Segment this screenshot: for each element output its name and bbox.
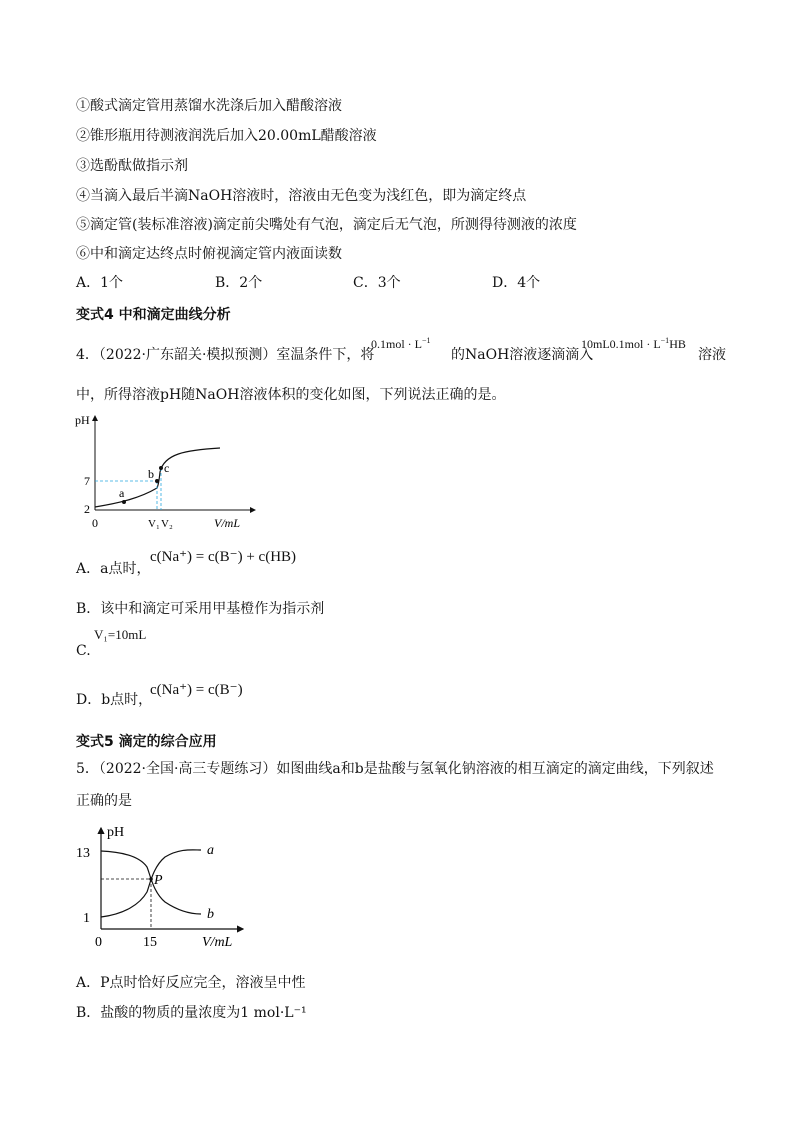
- label-curve-b: b: [207, 907, 214, 922]
- origin-label: 0: [95, 935, 102, 950]
- q5-option-a: A．P点时恰好反应完全，溶液呈中性: [76, 975, 306, 991]
- statement-1: ①酸式滴定管用蒸馏水洗涤后加入醋酸溶液: [76, 98, 342, 114]
- q4-option-b: B．该中和滴定可采用甲基橙作为指示剂: [76, 601, 325, 617]
- variant5-title: 变式5 滴定的综合应用: [76, 734, 217, 750]
- q5-titration-chart: [75, 822, 275, 952]
- point-b: [155, 479, 159, 483]
- x-tick-v2: V₂: [161, 518, 173, 530]
- x-tick-15: 15: [143, 935, 157, 950]
- label-p: P: [154, 873, 163, 888]
- ph-curve: [95, 448, 220, 507]
- q4-mid: 的NaOH溶液逐滴滴入: [451, 347, 594, 363]
- q4-option-a-formula: c(Na⁺) = c(B⁻) + c(HB): [150, 549, 297, 565]
- q4-titration-chart: [70, 410, 270, 540]
- y-tick-7: 7: [84, 474, 90, 488]
- x-tick-v1: V₁: [148, 518, 160, 530]
- q4-option-d-prefix: D．b点时，: [76, 692, 153, 708]
- q5-line1: 5．（2022·全国·高三专题练习）如图曲线a和b是盐酸与氢氧化钠溶液的相互滴定的滴定曲线，下列叙述: [76, 761, 714, 777]
- y-tick-13: 13: [76, 846, 90, 861]
- q3-option-a: A．1个: [76, 275, 124, 291]
- origin-label: 0: [92, 516, 98, 530]
- q4-option-d-formula: c(Na⁺) = c(B⁻): [150, 682, 243, 698]
- statement-2: ②锥形瓶用待测液润洗后加入20.00mL醋酸溶液: [76, 128, 377, 144]
- q4-formula-hb: $10mL0.1mol \cdot L^{-1}HB$: [581, 336, 686, 351]
- q3-option-c: C．3个: [353, 275, 401, 291]
- label-b: b: [148, 467, 154, 481]
- q4-option-c-letter: C.: [76, 643, 91, 659]
- point-a: [122, 500, 126, 504]
- y-tick-1: 1: [83, 911, 90, 926]
- point-p: [149, 877, 153, 881]
- label-c: c: [164, 461, 170, 475]
- statement-5: ⑤滴定管(装标准溶液)滴定前尖嘴处有气泡，滴定后无气泡，所测得待测液的浓度: [76, 217, 577, 233]
- q4-option-a-prefix: A．a点时，: [76, 561, 151, 577]
- y-tick-2: 2: [84, 502, 90, 516]
- label-curve-a: a: [207, 843, 214, 858]
- statement-3: ③选酚酞做指示剂: [76, 158, 188, 174]
- point-c: [159, 466, 163, 470]
- label-a: a: [119, 486, 125, 500]
- statement-6: ⑥中和滴定达终点时俯视滴定管内液面读数: [76, 246, 342, 262]
- x-axis-label: V/mL: [214, 516, 241, 530]
- q4-end: 溶液: [698, 347, 726, 363]
- y-axis-label: pH: [75, 413, 90, 427]
- y-axis-label: pH: [107, 825, 125, 840]
- q5-line2: 正确的是: [76, 793, 132, 809]
- variant4-title: 变式4 中和滴定曲线分析: [76, 307, 231, 323]
- q4-formula-concentration: $0.1mol \cdot L^{-1}$: [371, 336, 431, 351]
- q4-line2: 中，所得溶液pH随NaOH溶液体积的变化如图，下列说法正确的是。: [76, 387, 506, 403]
- statement-4: ④当滴入最后半滴NaOH溶液时，溶液由无色变为浅红色，即为滴定终点: [76, 188, 527, 204]
- q3-option-d: D．4个: [492, 275, 541, 291]
- q3-option-b: B．2个: [215, 275, 263, 291]
- q4-option-c-formula: V₁=10mL: [94, 627, 147, 642]
- x-axis-label: V/mL: [202, 935, 233, 950]
- q4-prefix: 4．（2022·广东韶关·模拟预测）室温条件下，将: [76, 347, 375, 363]
- q5-option-b: B．盐酸的物质的量浓度为1 mol·L⁻¹: [76, 1005, 307, 1021]
